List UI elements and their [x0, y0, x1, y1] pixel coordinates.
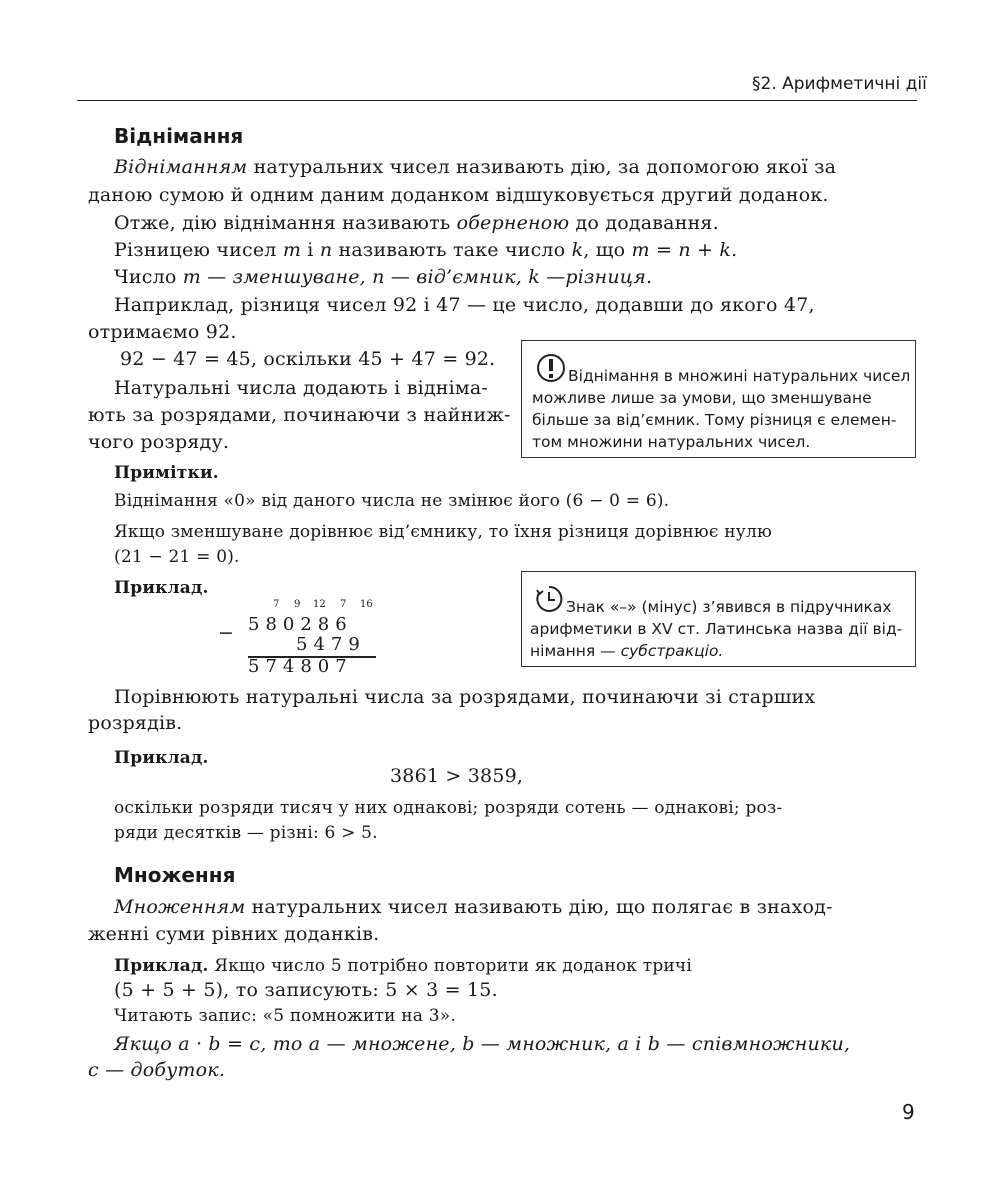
info-line1: Віднімання в множині натуральних чисел	[568, 367, 911, 385]
inverse-term: оберненою	[456, 212, 570, 234]
example-formula: 92 − 47 = 45, оскільки 45 + 47 = 92.	[120, 348, 496, 370]
info-line3: більше за від’ємник. Тому різниця є елемен-	[532, 411, 897, 429]
info-box	[521, 340, 916, 458]
difference-definition-line	[114, 239, 737, 261]
var-m: m	[282, 239, 302, 261]
multiplication-definition-line2: женні суми рівних доданків.	[88, 923, 380, 945]
example-label: Приклад.	[114, 956, 209, 976]
note1: Віднімання «0» від даного числа не змінює його (6 − 0 = 6).	[114, 491, 670, 511]
carry-digit: 12	[313, 599, 326, 610]
clock-icon	[534, 584, 564, 614]
multiplication-definition-line1	[114, 896, 833, 918]
compare-explanation-line1: оскільки розряди тисяч у них однакові; розряди сотень — однакові; роз-	[114, 798, 783, 818]
reading-line: Читають запис: «5 помножити на 3».	[114, 1006, 456, 1026]
example-line1: Наприклад, різниця чисел 92 і 47 — це число, додавши до якого 47,	[114, 294, 815, 316]
running-header: §2. Арифметичні дії	[752, 74, 927, 94]
multiplication-names-line2: c — добуток.	[88, 1059, 226, 1081]
note2-line1: Якщо зменшуване дорівнює від’ємнику, то їхня різниця дорівнює нулю	[114, 522, 772, 542]
diff-text: Різницею чисел	[114, 239, 283, 261]
digits-rule-line1: Натуральні числа додають і відніма-	[114, 377, 489, 399]
header-rule	[77, 100, 917, 101]
subtraction-term: Відніманням	[114, 156, 248, 178]
difference-result: 574807	[248, 656, 353, 677]
history-line1: Знак «–» (мінус) з’явився в підручниках	[566, 598, 892, 616]
definition-text: натуральних чисел називають дію, що полягає в знаход-	[245, 896, 833, 918]
subtraction-definition-line2: даною сумою й одним даним доданком відшуковується другий доданок.	[88, 184, 829, 206]
multiplication-heading: Множення	[114, 863, 236, 887]
compare-explanation-line2: ряди десятків — різні: 6 > 5.	[114, 823, 378, 843]
digits-rule-line3: чого розряду.	[88, 431, 230, 453]
minuend: 580286	[248, 614, 353, 635]
var-k: k	[571, 239, 584, 261]
names-prefix: Число	[114, 266, 183, 288]
carry-digit: 7	[340, 599, 347, 610]
page-number: 9	[902, 1100, 915, 1124]
compare-line2: розрядів.	[88, 712, 183, 734]
multiplication-example-line2: (5 + 5 + 5), то записують: 5 × 3 = 15.	[114, 979, 498, 1001]
compare-formula: 3861 > 3859,	[390, 765, 524, 787]
multiplication-example-line1	[114, 956, 692, 976]
multiplication-names-line1: Якщо a · b = c, то a — множене, b — множник, a і b — співмножники,	[114, 1033, 851, 1055]
info-line2: можливе лише за умови, що зменшуване	[532, 389, 872, 407]
inverse-text-end: до додавання.	[569, 212, 719, 234]
diff-and: і	[301, 239, 320, 261]
history-line3	[530, 640, 723, 662]
history-text: німання —	[530, 642, 621, 660]
subtrahend: 5479	[296, 634, 366, 655]
inverse-text: Отже, дію віднімання називають	[114, 212, 457, 234]
notes-title: Примітки.	[114, 463, 219, 483]
carry-digit: 16	[360, 599, 373, 610]
subtraction-heading: Віднімання	[114, 124, 244, 148]
minus-sign: −	[218, 622, 235, 644]
multiplication-term: Множенням	[114, 896, 246, 918]
diff-text-end: , що	[583, 239, 632, 261]
example-title: Приклад.	[114, 578, 209, 598]
note2-line2: (21 − 21 = 0).	[114, 547, 240, 567]
difference-formula: m = n + k.	[631, 239, 738, 261]
component-names-line	[114, 266, 652, 288]
example-text: Якщо число 5 потрібно повторити як доданок тричі	[208, 956, 693, 976]
diff-text-mid: називають таке число	[332, 239, 572, 261]
info-line4: том множини натуральних чисел.	[532, 433, 811, 451]
latin-term: субстракціо.	[620, 642, 724, 660]
digits-rule-line2: ють за розрядами, починаючи з найниж-	[88, 404, 511, 426]
inverse-operation-line	[114, 212, 719, 234]
definition-text: натуральних чисел називають дію, за допомогою якої за	[247, 156, 837, 178]
example-line2: отримаємо 92.	[88, 321, 237, 343]
exclamation-icon	[536, 353, 566, 383]
var-n: n	[319, 239, 333, 261]
history-box	[521, 571, 916, 667]
carry-digit: 7	[273, 599, 280, 610]
compare-line1: Порівнюють натуральні числа за розрядами, починаючи зі старших	[114, 686, 816, 708]
component-names: m — зменшуване, n — від’ємник, k —різниця.	[182, 266, 653, 288]
example2-title: Приклад.	[114, 748, 209, 768]
carry-digit: 9	[294, 599, 301, 610]
history-line2: арифметики в XV ст. Латинська назва дії від-	[530, 620, 903, 638]
subtraction-definition-line1	[114, 156, 836, 178]
